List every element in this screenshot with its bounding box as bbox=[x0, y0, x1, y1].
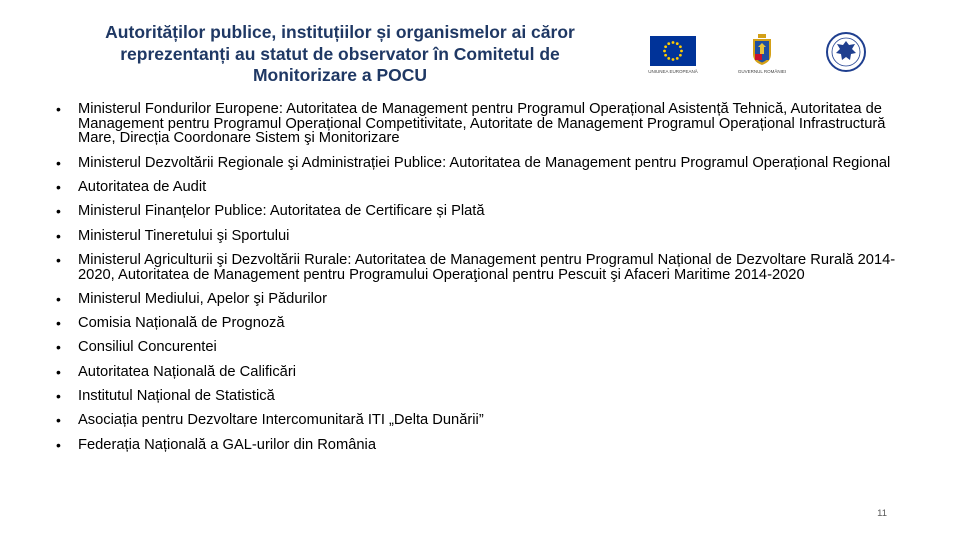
list-item: • Autoritatea de Audit bbox=[56, 180, 916, 195]
logo-strip bbox=[640, 30, 900, 76]
list-item: • Comisia Națională de Prognoză bbox=[56, 316, 916, 331]
romania-coat-of-arms-icon bbox=[752, 34, 772, 71]
title-line-1: Autorităților publice, instituțiilor și organismelor ai căror bbox=[105, 22, 575, 42]
list-item: • Asociația pentru Dezvoltare Intercomunitară ITI „Delta Dunării” bbox=[56, 413, 916, 428]
list-item: • Ministerul Dezvoltării Regionale şi Administrației Publice: Autoritatea de Management pentru Programul Operațional Regional bbox=[56, 156, 916, 171]
list-item: • Federația Națională a GAL-urilor din România bbox=[56, 438, 916, 453]
page-number: 11 bbox=[877, 508, 887, 519]
eu-label: UNIUNEA EUROPEANĂ bbox=[648, 69, 698, 74]
title-line-2: reprezentanți au statut de observator în Comitetul de bbox=[120, 43, 560, 64]
list-item: • Autoritatea Națională de Calificări bbox=[56, 365, 916, 380]
slide-title bbox=[60, 22, 620, 87]
observer-list bbox=[56, 102, 916, 462]
list-item: • Consiliul Concurentei bbox=[56, 340, 916, 355]
list-item: • Institutul Național de Statistică bbox=[56, 389, 916, 404]
list-item: • Ministerul Finanțelor Publice: Autoritatea de Certificare și Plată bbox=[56, 204, 916, 219]
list-item: • Ministerul Mediului, Apelor şi Pădurilor bbox=[56, 292, 916, 307]
list-item: • Ministerul Fondurilor Europene: Autoritatea de Management pentru Programul Operațional Asistență Tehnică, Autoritatea de Management pentru Programul Operațional Competitivitate, Autoritate de Management Programul Operațional Infrastructură Mare, Direcția Coordonare Sistem şi Monitorizare bbox=[56, 102, 916, 146]
gov-label: GUVERNUL ROMÂNIEI bbox=[737, 69, 787, 74]
list-item: • Ministerul Agriculturii şi Dezvoltării Rurale: Autoritatea de Management pentru Programul Național de Dezvoltare Rurală 2014-2020, Autoritatea de Management pentru Programului Operaţional pentru Pescuit şi Afaceri Maritime 2014-2020 bbox=[56, 253, 916, 282]
title-line-3: Monitorizare a POCU bbox=[252, 65, 428, 85]
list-item: • Ministerul Tineretului şi Sportului bbox=[56, 229, 916, 244]
ministry-seal-icon bbox=[826, 32, 866, 77]
eu-flag-icon bbox=[650, 36, 696, 71]
